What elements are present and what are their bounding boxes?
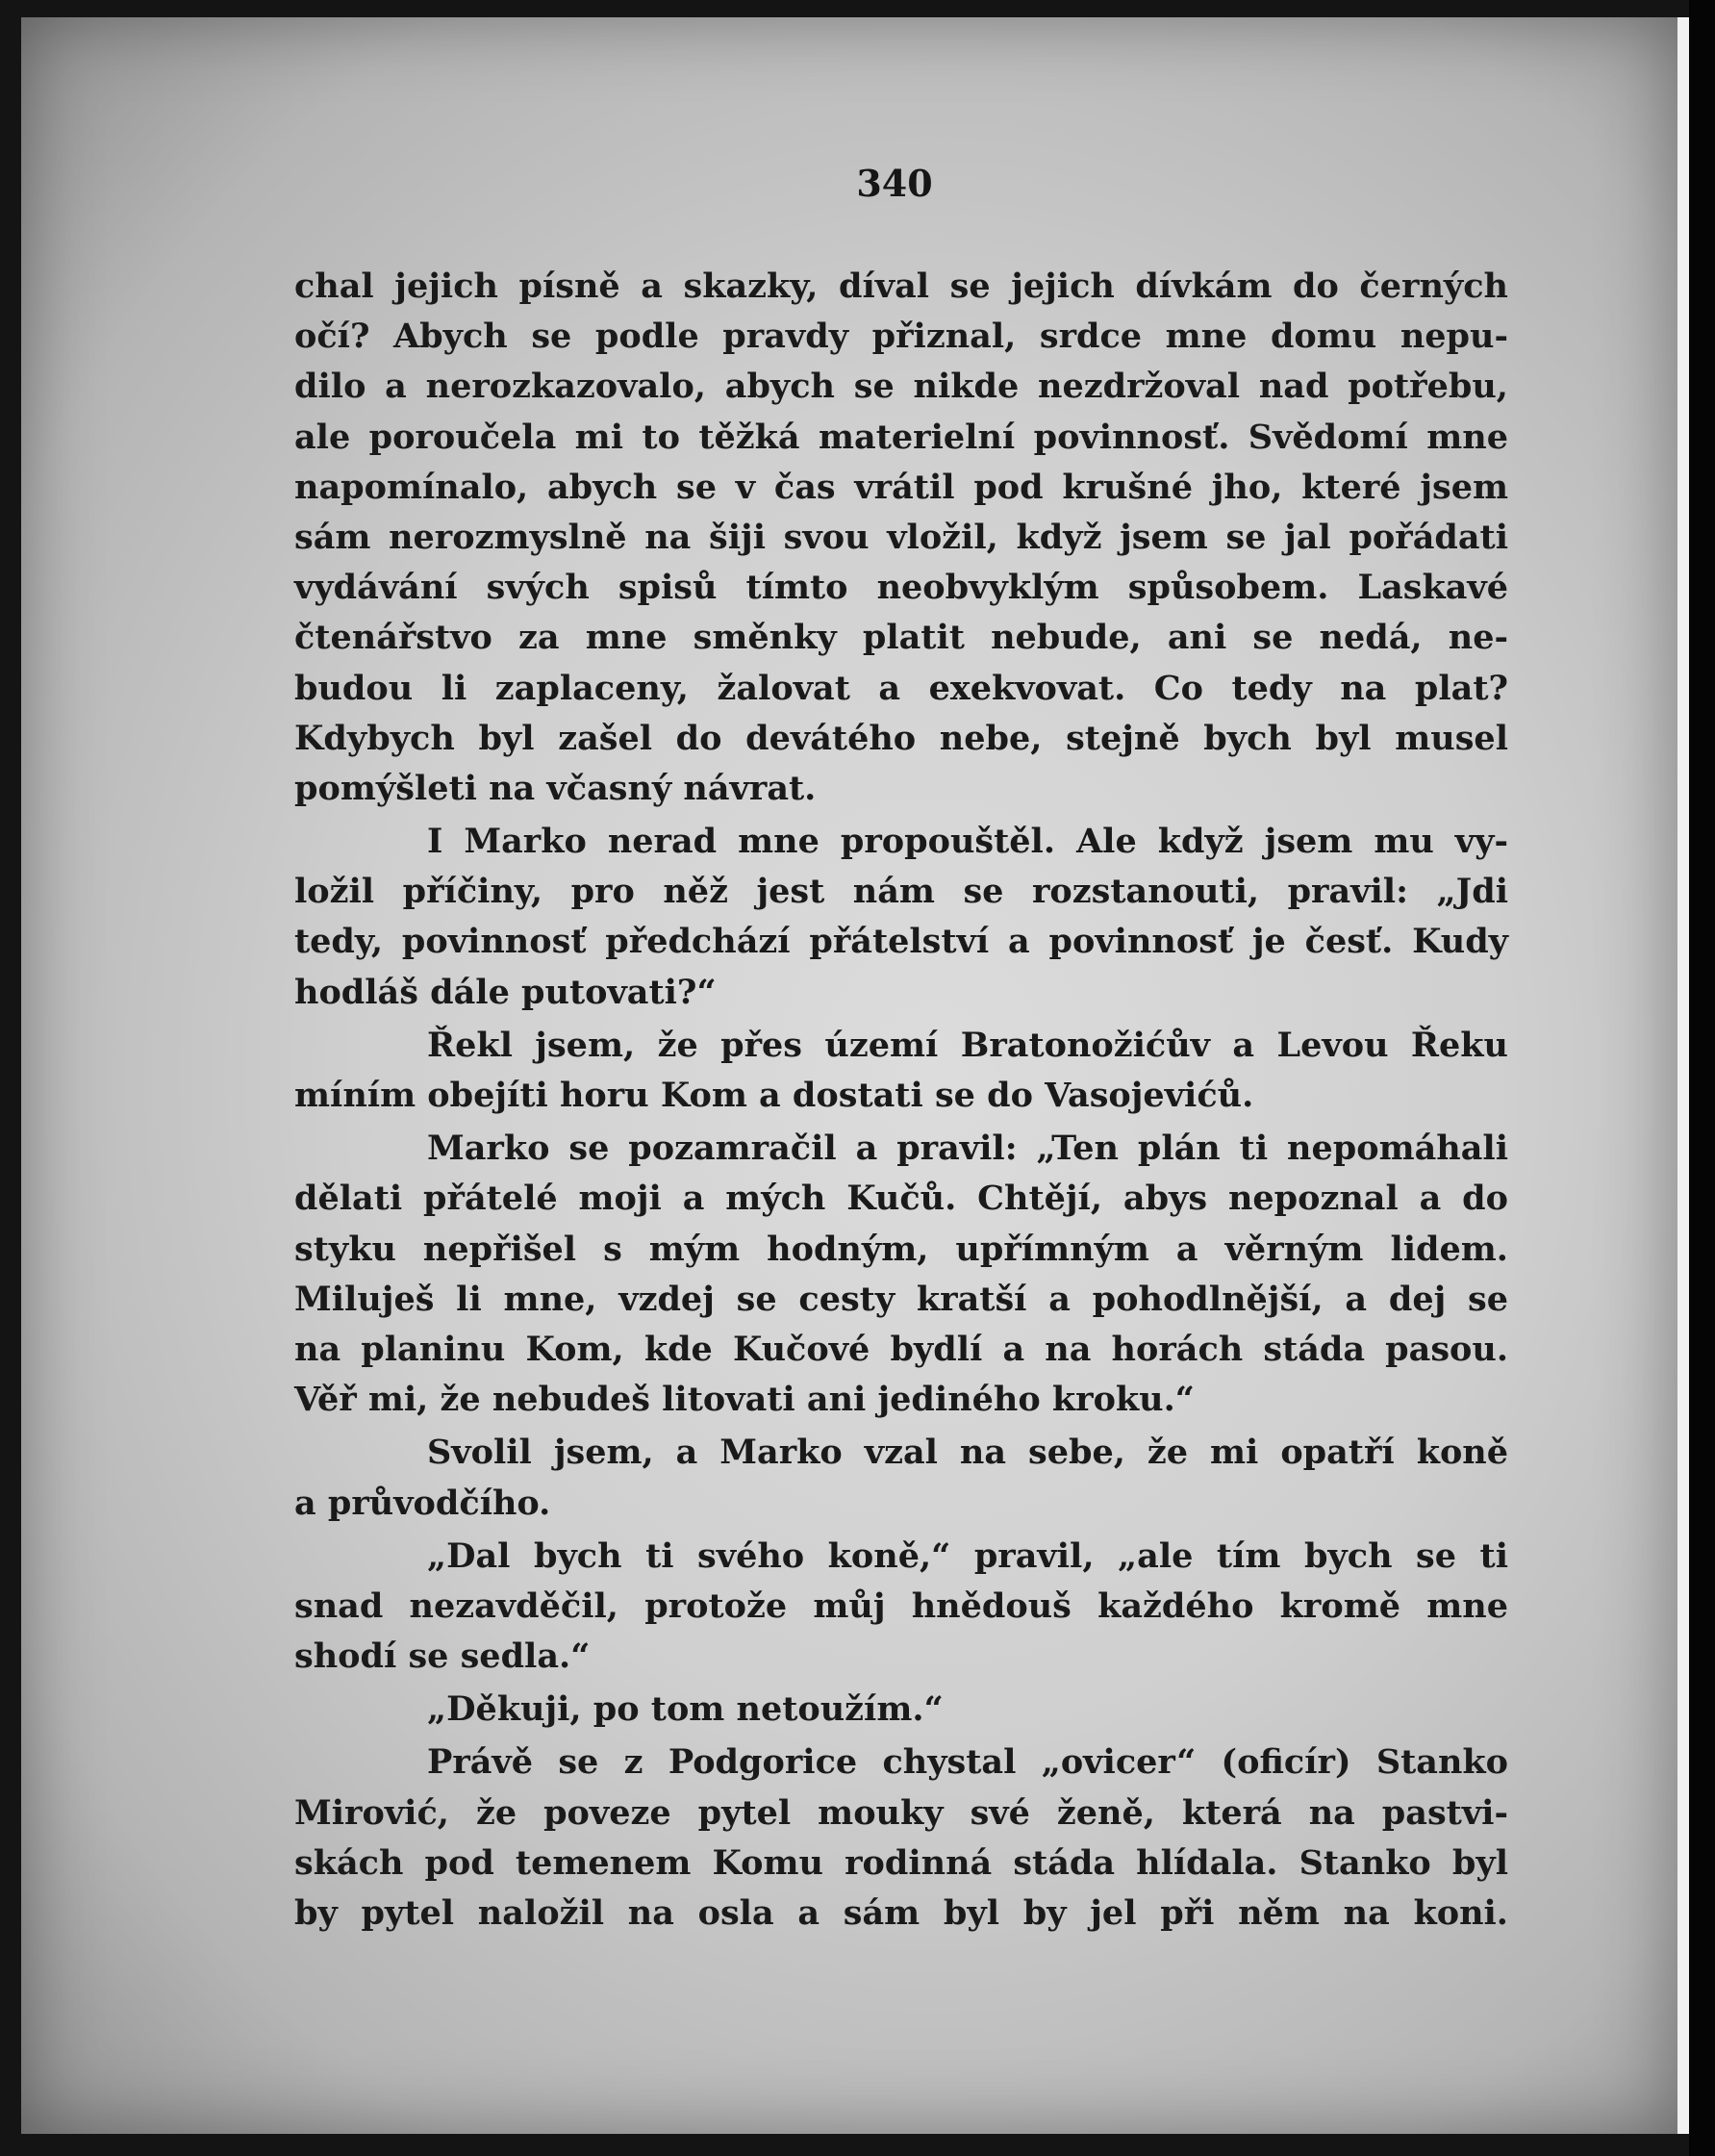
page-number: 340 (856, 162, 933, 205)
page-edge (1677, 17, 1689, 2134)
text-line: Věř mi, že nebudeš litovati ani jediného kroku.“ (294, 1380, 1195, 1420)
text-line: hodláš dále putovati?“ (294, 972, 717, 1012)
text-line: čtenářstvo za mne směnky platit nebude, ani se nedá, ne- (294, 618, 1508, 658)
text-line: Kdybych byl zašel do devátého nebe, stejně bych byl musel (294, 718, 1508, 758)
text-line: snad nezavděčil, protože můj hnědouš každého kromě mne (294, 1585, 1508, 1626)
text-line: chal jejich písně a skazky, díval se jejich dívkám do černých (294, 266, 1508, 306)
scan-margin (1689, 0, 1715, 2156)
text-line: styku nepřišel s mým hodným, upřímným a věrným lidem. (294, 1229, 1508, 1269)
paragraph-start: „Dal bych ti svého koně,“ pravil, „ale tím bych se ti (427, 1535, 1508, 1576)
text-line: vydávání svých spisů tímto neobvyklým spůsobem. Laskavé (294, 568, 1508, 608)
text-line: napomínalo, abych se v čas vrátil pod krušné jho, které jsem (294, 467, 1508, 507)
text-line: pomýšleti na včasný návrat. (294, 768, 817, 808)
text-line: sám nerozmyslně na šiji svou vložil, když jsem se jal pořádati (294, 517, 1508, 557)
text-line: dělati přátelé moji a mých Kučů. Chtějí, abys nepoznal a do (294, 1179, 1508, 1219)
text-line: míním obejíti horu Kom a dostati se do Vasojevićů. (294, 1076, 1254, 1115)
paragraph-start: Právě se z Podgorice chystal „ovicer“ (oficír) Stanko (427, 1742, 1508, 1783)
text-line: budou li zaplaceny, žalovat a exekvovat. Co tedy na plat? (294, 668, 1508, 708)
text-line: na planinu Kom, kde Kučové bydlí a na horách stáda pasou. (294, 1329, 1508, 1369)
text-line: dilo a nerozkazovalo, abych se nikde nezdržoval nad potřebu, (294, 367, 1508, 407)
paragraph-start: Marko se pozamračil a pravil: „Ten plán ti nepomáhali (427, 1129, 1508, 1169)
paragraph-start: Svolil jsem, a Marko vzal na sebe, že mi opatří koně (427, 1433, 1508, 1473)
text-line: a průvodčího. (294, 1483, 551, 1523)
paragraph-start: Řekl jsem, že přes území Bratonožićův a Levou Řeku (427, 1025, 1508, 1065)
paragraph-start: I Marko nerad mne propouštěl. Ale když jsem mu vy- (427, 822, 1508, 862)
text-line: ale poroučela mi to těžká materielní povinnosť. Svědomí mne (294, 417, 1508, 457)
text-line: by pytel naložil na osla a sám byl by jel při něm na koni. (294, 1893, 1508, 1933)
paragraph-start: „Děkuji, po tom netoužím.“ (427, 1689, 944, 1730)
body-text (294, 262, 1508, 1939)
text-line: Miluješ li mne, vzdej se cesty kratší a pohodlnější, a dej se (294, 1279, 1508, 1319)
text-line: skách pod temenem Komu rodinná stáda hlídala. Stanko byl (294, 1842, 1508, 1883)
text-line: očí? Abych se podle pravdy přiznal, srdce mne domu nepu- (294, 317, 1508, 357)
text-line: tedy, povinnosť předchází přátelství a povinnosť je česť. Kudy (294, 922, 1508, 962)
text-line: shodí se sedla.“ (294, 1636, 591, 1677)
text-line: ložil příčiny, pro něž jest nám se rozstanouti, pravil: „Jdi (294, 872, 1508, 912)
text-line: Mirović, že poveze pytel mouky své ženě, která na pastvi- (294, 1792, 1508, 1833)
